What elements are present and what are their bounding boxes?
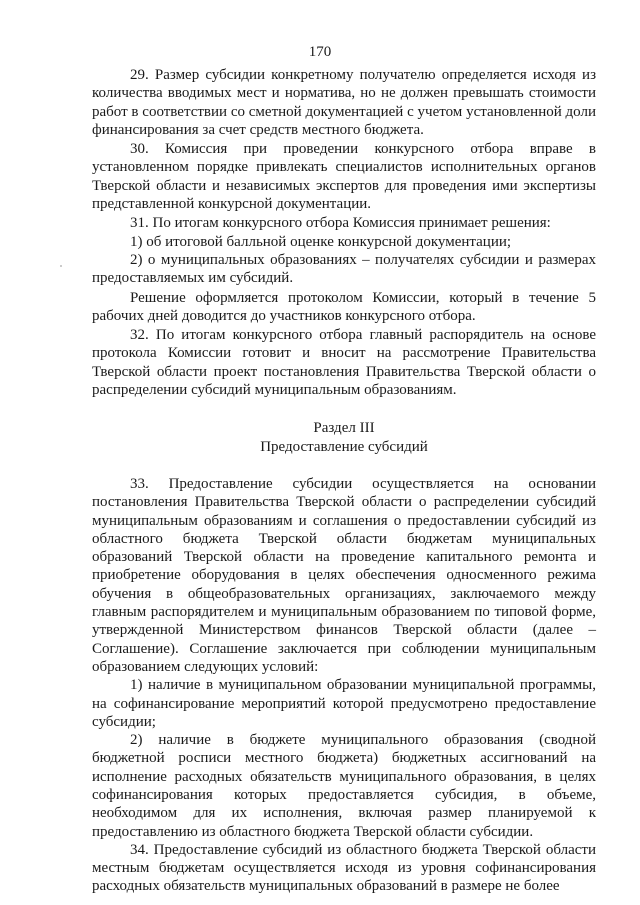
page-number: 170	[308, 44, 332, 60]
paragraph-33-item-2: 2) наличие в бюджете муниципального образования (сводной бюджетной росписи местного бюджета) бюджетных ассигнований на исполнение расходных обязательств муниципального образования, в целях софинансирования которых предоставляется субсидия, в объеме, необходимом для их исполнения, включая размер планируемой к предоставлению из областного бюджета Тверской области субсидии.	[92, 732, 596, 840]
paragraph-30: 30. Комиссия при проведении конкурсного отбора вправе в установленном порядке привлекать специалистов исполнительных органов Тверской области и независимых экспертов для проведения ими экспертизы представленной конкурсной документации.	[92, 141, 596, 213]
paragraph-33: 33. Предоставление субсидии осуществляется на основании постановления Правительства Тверской области о распределении субсидий муниципальным образованиям и соглашения о предоставлении субсидий из областного бюджета Тверской области бюджетам муниципальных образований Тверской области на проведение капитального ремонта и приобретение оборудования в целях обеспечения односменного режима обучения в общеобразовательных организациях, заключаемого между главным распорядителем и муниципальным образованием по типовой форме, утвержденной Министерством финансов Тверской области (далее – Соглашение). Соглашение заключается при соблюдении муниципальным образованием следующих условий:	[92, 475, 596, 675]
document-body	[92, 66, 596, 896]
paragraph-31-item-1: 1) об итоговой балльной оценке конкурсной документации;	[130, 233, 512, 250]
paragraph-31-decision: Решение оформляется протоколом Комиссии, который в течение 5 рабочих дней доводится до участников конкурсного отбора.	[92, 289, 596, 324]
paragraph-31-item-2: 2) о муниципальных образованиях – получателях субсидии и размерах предоставляемых им субсидий.	[92, 251, 596, 287]
paragraph-31: 31. По итогам конкурсного отбора Комиссия принимает решения:	[130, 215, 551, 232]
paragraph-29: 29. Размер субсидии конкретному получателю определяется исходя из количества вводимых мест и норматива, но не должен превышать стоимости работ в соответствии со сметной документацией с учетом установленной доли финансирования за счет средств местного бюджета.	[92, 67, 596, 138]
paragraph-34: 34. Предоставление субсидий из областного бюджета Тверской области местным бюджетам осуществляется исходя из уровня софинансирования расходных обязательств муниципальных образований в размере не более	[92, 841, 596, 895]
paragraph-32: 32. По итогам конкурсного отбора главный распорядитель на основе протокола Комиссии готовит и вносит на рассмотрение Правительства Тверской области проект постановления Правительства Тверской области о распределении субсидий муниципальным образованиям.	[92, 327, 596, 399]
paragraph-33-item-1: 1) наличие в муниципальном образовании муниципальной программы, на софинансирование мероприятий которой предусмотрено предоставление субсидии;	[92, 677, 596, 730]
section-label: Раздел III	[313, 420, 375, 437]
scan-speck	[60, 265, 62, 267]
section-title: Предоставление субсидий	[260, 438, 428, 455]
